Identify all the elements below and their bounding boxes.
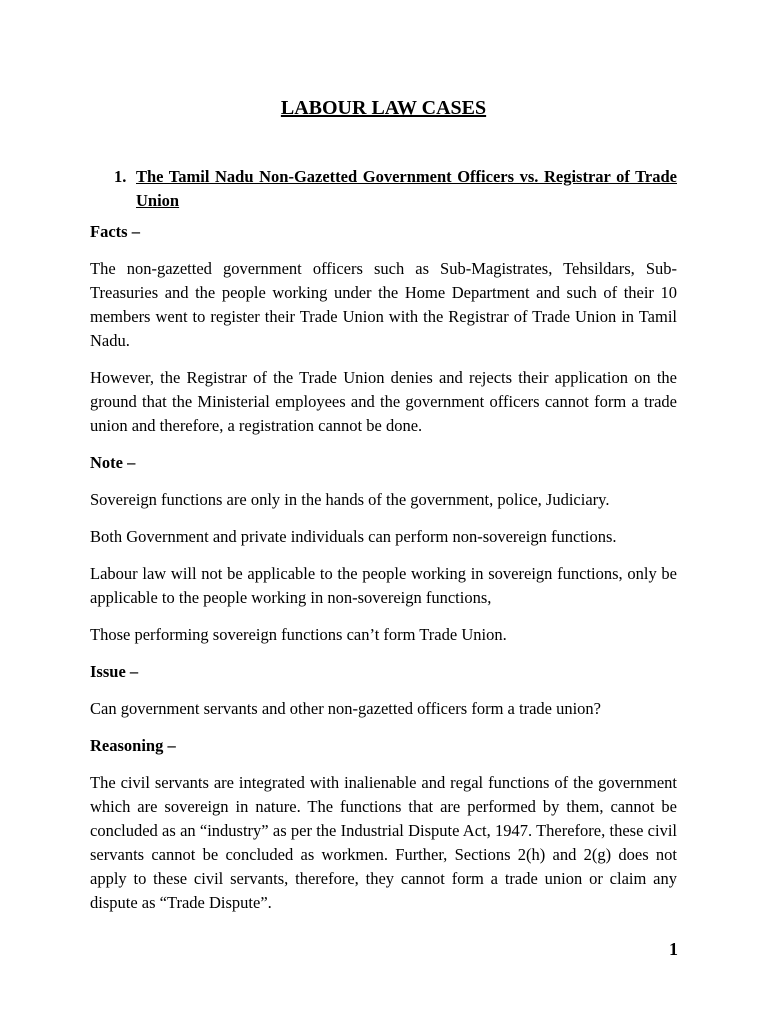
facts-heading: Facts –	[90, 222, 140, 241]
case-title: The Tamil Nadu Non-Gazetted Government Officers vs. Registrar of Trade Union	[136, 167, 677, 210]
case-number: 1.	[114, 167, 127, 186]
note-section	[90, 451, 677, 647]
note-heading: Note –	[90, 453, 136, 472]
document-content	[90, 94, 677, 928]
note-paragraph-3: Labour law will not be applicable to the people working in sovereign functions, only be applicable to the people working in non-sovereign functions,	[90, 564, 677, 607]
note-paragraph-1: Sovereign functions are only in the hands of the government, police, Judiciary.	[90, 490, 610, 509]
note-paragraph-2: Both Government and private individuals can perform non-sovereign functions.	[90, 527, 617, 546]
reasoning-paragraph-1: The civil servants are integrated with inalienable and regal functions of the government which are sovereign in nature. The functions that are performed by them, cannot be concluded as an “industry” as per the Industrial Dispute Act, 1947. Therefore, these civil servants cannot be concluded as workmen. Further, Sections 2(h) and 2(g) does not apply to these civil servants, therefore, they cannot form a trade union or claim any dispute as “Trade Dispute”.	[90, 773, 677, 912]
issue-section	[90, 660, 677, 721]
reasoning-heading: Reasoning –	[90, 736, 176, 755]
issue-heading: Issue –	[90, 662, 139, 681]
case-heading	[90, 165, 677, 213]
facts-paragraph-2: However, the Registrar of the Trade Union denies and rejects their application on the ground that the Ministerial employees and the government officers cannot form a trade union and therefore, a registration cannot be done.	[90, 368, 677, 435]
issue-paragraph-1: Can government servants and other non-gazetted officers form a trade union?	[90, 699, 602, 718]
document-title: LABOUR LAW CASES	[280, 97, 487, 119]
facts-section	[90, 220, 677, 438]
note-paragraph-4: Those performing sovereign functions can’t form Trade Union.	[90, 625, 507, 644]
reasoning-section	[90, 734, 677, 915]
page-number: 1	[669, 939, 678, 959]
facts-paragraph-1: The non-gazetted government officers such as Sub-Magistrates, Tehsildars, Sub-Treasuries and the people working under the Home Department and such of their 10 members went to register their Trade Union with the Registrar of Trade Union in Tamil Nadu.	[90, 259, 677, 350]
